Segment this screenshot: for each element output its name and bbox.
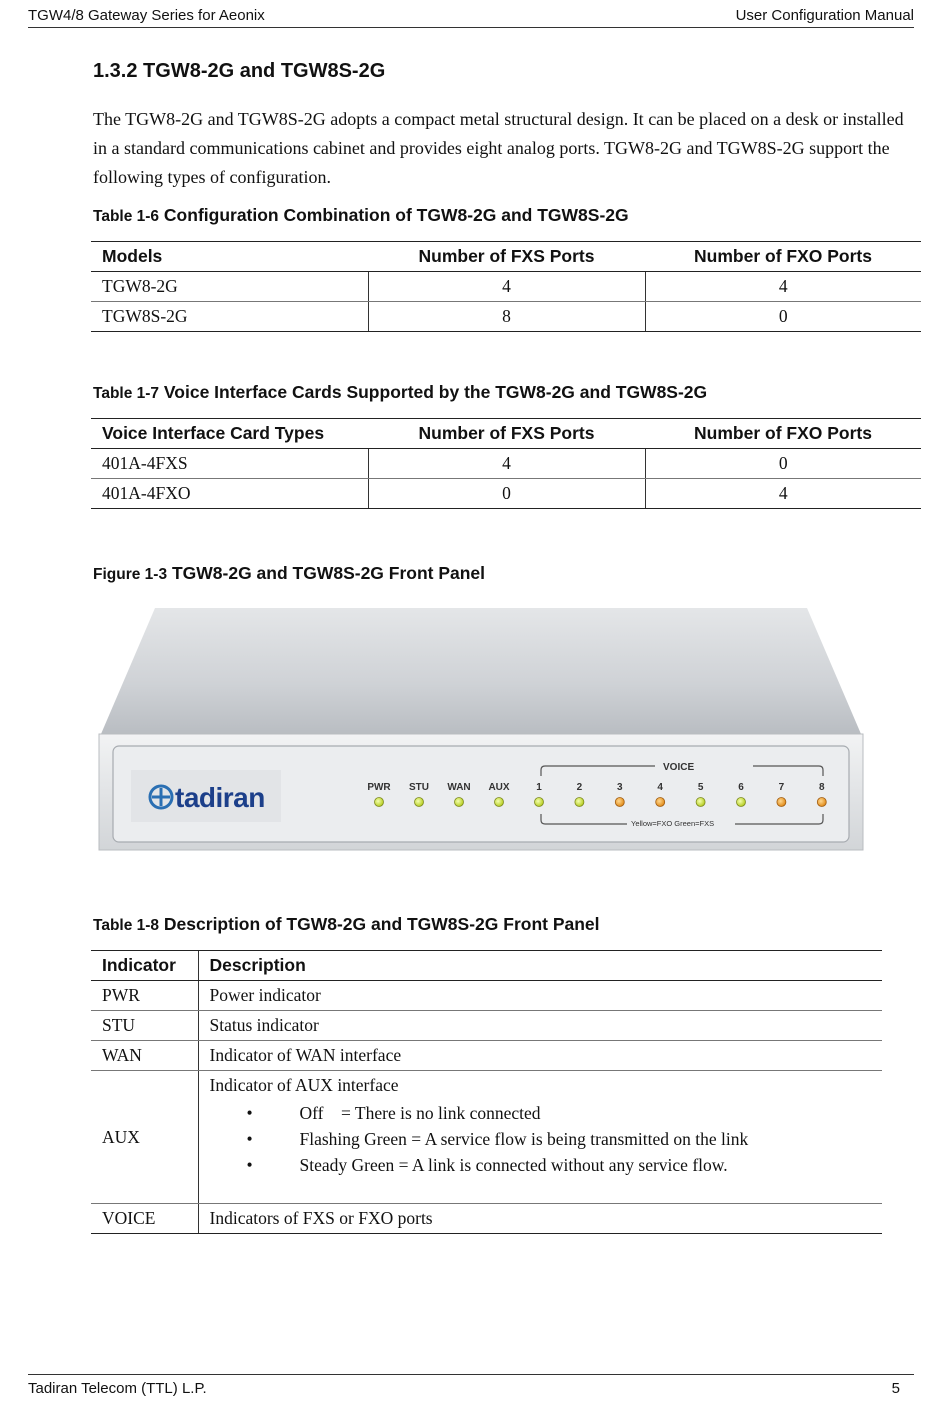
caption-text: Voice Interface Cards Supported by the TGW8-2G and TGW8S-2G [163,382,708,402]
footer-company: Tadiran Telecom (TTL) L.P. [28,1380,207,1397]
table-cell: 0 [645,449,921,479]
voice-led-light [656,798,665,807]
header-cell: Voice Interface Card Types [91,419,368,449]
voice-led-light [575,798,584,807]
list-item: • Steady Green = A link is connected without any service flow. [210,1152,872,1178]
tadiran-logo-icon [150,786,172,808]
indicator-cell: STU [91,1011,198,1041]
header-cell: Description [198,951,882,981]
table-row [91,981,882,1011]
brand-logo-text: tadiran [175,782,265,813]
table-cell: 0 [645,302,921,332]
voice-led-label: 8 [819,782,825,793]
voice-title: VOICE [663,762,695,773]
indicator-cell: PWR [91,981,198,1011]
status-led-light [495,798,504,807]
header-doc-title: TGW4/8 Gateway Series for Aeonix [28,7,265,24]
table-row [91,1204,882,1234]
table-cell: 8 [368,302,645,332]
caption-number: Table 1-7 [93,385,160,402]
intro-paragraph: The TGW8-2G and TGW8S-2G adopts a compact metal structural design. It can be placed on a desk or installed in a standard communications cabinet and provides eight analog ports. TGW8-2G and TGW8S-2G support the following types of configuration. [93,109,904,187]
table-row [91,1011,882,1041]
table-cell: 401A-4FXS [91,449,368,479]
device-top-surface [101,608,861,734]
voice-led-label: 2 [576,782,583,793]
caption-text: Configuration Combination of TGW8-2G and TGW8S-2G [163,205,629,225]
caption-number: Table 1-6 [93,208,160,225]
table-row [91,302,921,332]
header-cell: Number of FXS Ports [368,242,645,272]
table-row [91,272,921,302]
table-cell: 4 [368,272,645,302]
description-text: Indicator of AUX interface [209,1075,399,1095]
voice-led-light [817,798,826,807]
voice-led-light [696,798,705,807]
table-header-row [91,951,882,981]
page-footer [28,1374,914,1397]
front-panel-illustration [95,604,867,854]
status-led-label: AUX [488,782,510,793]
table-row [91,449,921,479]
description-cell: Power indicator [198,981,882,1011]
front-panel-photo [95,604,867,854]
indicator-cell: VOICE [91,1204,198,1234]
table-row [91,479,921,509]
table-row [91,1041,882,1071]
caption-number: Figure 1-3 [93,566,168,583]
table-1-6 [91,241,921,332]
indicator-cell: WAN [91,1041,198,1071]
page-number: 5 [891,1380,900,1397]
voice-led-label: 3 [617,782,623,793]
status-led-label: WAN [447,782,471,793]
header-cell: Models [91,242,368,272]
table-cell: 0 [368,479,645,509]
page-header [28,6,914,28]
status-led-light [415,798,424,807]
status-led-light [455,798,464,807]
table-row [91,1071,882,1204]
voice-led-light [535,798,544,807]
voice-led-light [777,798,786,807]
status-led-label: STU [409,782,429,793]
bullet-list [210,1100,872,1178]
indicator-cell: AUX [91,1071,198,1204]
status-led-label: PWR [367,782,391,793]
list-item: • Off = There is no link connected [210,1100,872,1126]
description-cell: Indicators of FXS or FXO ports [198,1204,882,1234]
voice-led-light [615,798,624,807]
voice-led-label: 4 [657,782,663,793]
table-1-7-caption [93,382,707,403]
description-cell [198,1071,882,1204]
figure-1-3-caption [93,563,485,584]
voice-legend: Yellow=FXO Green=FXS [631,819,715,828]
voice-led-light [737,798,746,807]
table-cell: 4 [645,272,921,302]
voice-led-label: 1 [536,782,542,793]
caption-text: TGW8-2G and TGW8S-2G Front Panel [171,563,486,583]
caption-number: Table 1-8 [93,917,160,934]
table-header-row [91,419,921,449]
voice-led-label: 7 [778,782,785,793]
list-item: • Flashing Green = A service flow is being transmitted on the link [210,1126,872,1152]
section-title: 1.3.2 TGW8-2G and TGW8S-2G [93,60,386,82]
table-cell: 4 [368,449,645,479]
voice-led-label: 5 [697,782,704,793]
header-manual-title: User Configuration Manual [735,7,914,24]
table-1-8-caption [93,914,600,935]
header-cell: Number of FXO Ports [645,419,921,449]
header-cell: Indicator [91,951,198,981]
table-cell: TGW8-2G [91,272,368,302]
voice-led-label: 6 [738,782,744,793]
caption-text: Description of TGW8-2G and TGW8S-2G Front Panel [163,914,600,934]
table-header-row [91,242,921,272]
table-cell: TGW8S-2G [91,302,368,332]
table-cell: 401A-4FXO [91,479,368,509]
header-cell: Number of FXO Ports [645,242,921,272]
header-cell: Number of FXS Ports [368,419,645,449]
description-cell: Indicator of WAN interface [198,1041,882,1071]
status-led-light [375,798,384,807]
table-1-7 [91,418,921,509]
table-cell: 4 [645,479,921,509]
table-1-8 [91,950,882,1234]
description-cell: Status indicator [198,1011,882,1041]
table-1-6-caption [93,205,629,226]
